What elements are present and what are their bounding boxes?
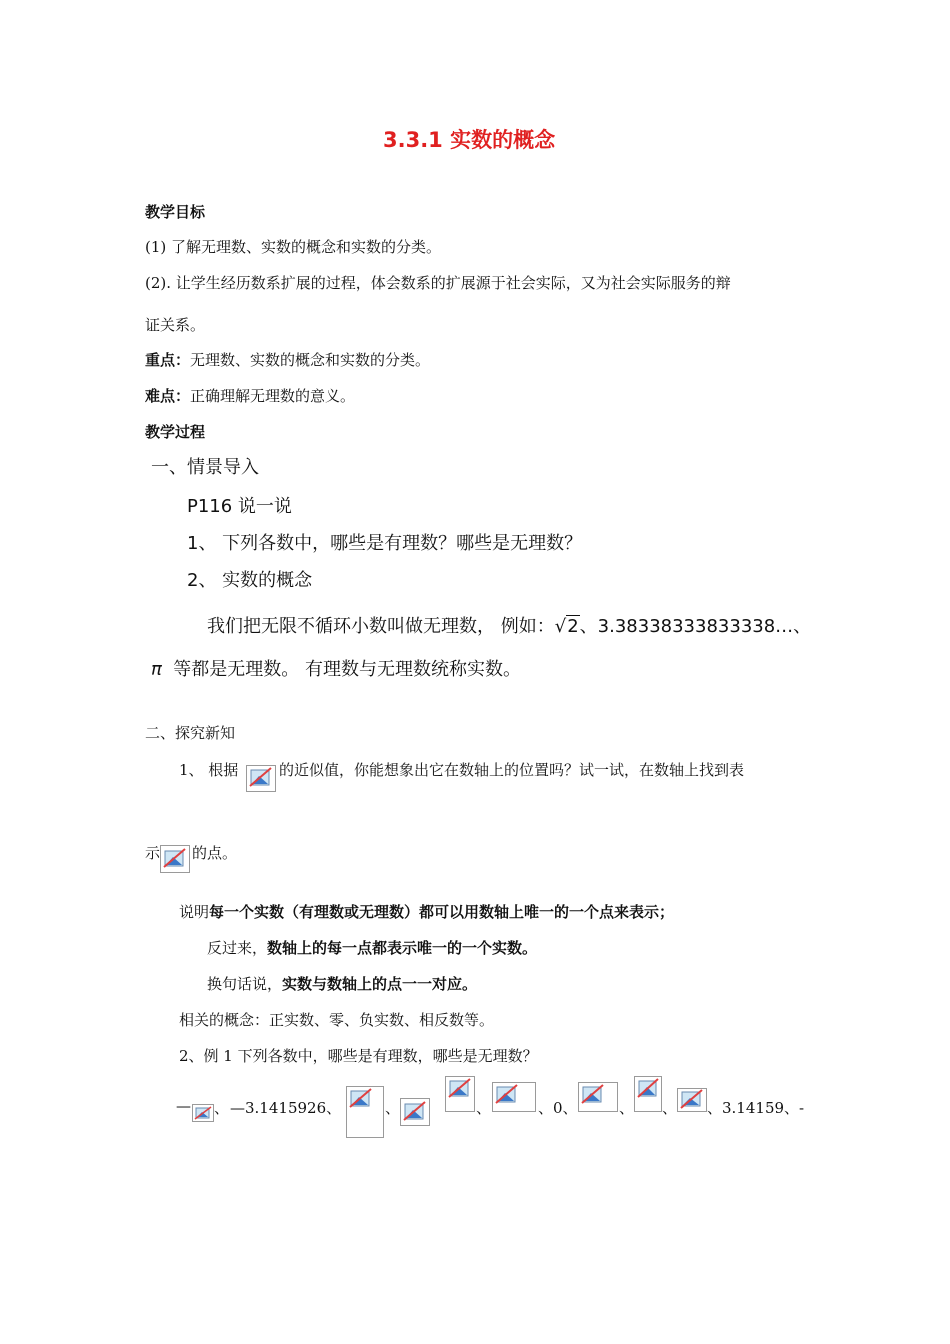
- num-sep-3: 、: [476, 1099, 492, 1117]
- explore-p1-b: 的近似值，你能想象出它在数轴上的位置吗？试一试，在数轴上找到表: [279, 761, 745, 779]
- broken-image-icon: [400, 1098, 430, 1126]
- num-sep-4: 、: [619, 1099, 635, 1117]
- rephrase-lead: 换句话说，: [207, 975, 283, 993]
- broken-image-icon: [192, 1104, 214, 1122]
- num-tail: 、3.14159、-: [707, 1099, 805, 1117]
- p116-heading: P116 说一说: [187, 496, 292, 517]
- pi-symbol: π: [151, 659, 162, 680]
- explanation-lead: 说明: [179, 903, 210, 921]
- num-zero: 、0、: [538, 1099, 578, 1117]
- sqrt-radicand: 2: [567, 616, 579, 637]
- rephrase-bold: 实数与数轴上的点一一对应。: [282, 975, 478, 993]
- example-1: 2、例 1 下列各数中，哪些是有理数，哪些是无理数？: [179, 1047, 538, 1065]
- broken-image-icon: [492, 1082, 536, 1112]
- key-point-text: 无理数、实数的概念和实数的分类。: [190, 351, 431, 369]
- explanation-bold: 每一个实数（有理数或无理数）都可以用数轴上唯一的一个点来表示；: [209, 903, 675, 921]
- difficulty-label: 难点：: [145, 387, 191, 405]
- broken-image-icon: [246, 765, 276, 792]
- key-point: [145, 349, 430, 370]
- irrational-definition-cont: [151, 655, 521, 681]
- explore-heading: 二、探究新知: [145, 724, 236, 742]
- broken-image-icon: [578, 1082, 618, 1112]
- converse-bold: 数轴上的每一点都表示唯一的一个实数。: [267, 939, 538, 957]
- objective-2-line1: (2). 让学生经历数系扩展的过程，体会数系的扩展源于社会实际，又为社会实际服务的辩: [145, 274, 731, 292]
- page-title: 3.3.1 实数的概念: [383, 128, 556, 152]
- converse: [207, 937, 537, 958]
- broken-image-icon: [160, 845, 190, 873]
- objectives-heading: 教学目标: [145, 203, 206, 221]
- sqrt-two: √2: [554, 616, 579, 637]
- key-point-label: 重点：: [145, 351, 191, 369]
- explanation: [179, 901, 674, 922]
- broken-image-icon: [634, 1076, 662, 1112]
- broken-image-icon: [346, 1086, 384, 1138]
- num-sep-1: 、: [214, 1099, 230, 1117]
- explore-p1-d: 的点。: [192, 844, 238, 862]
- num-sep-2: 、: [385, 1099, 401, 1117]
- definition-text-b: 、3.38338333833338…、: [579, 616, 812, 637]
- process-heading: 教学过程: [145, 423, 206, 441]
- num-dash: —: [176, 1097, 191, 1115]
- irrational-definition: [207, 612, 811, 638]
- num-sep-5: 、: [662, 1099, 678, 1117]
- broken-image-icon: [445, 1076, 475, 1112]
- question-2: 2、 实数的概念: [187, 570, 313, 591]
- definition-text-a: 我们把无限不循环小数叫做无理数， 例如：: [207, 616, 555, 637]
- explore-p1-c: 示: [145, 844, 161, 862]
- converse-lead: 反过来，: [207, 939, 268, 957]
- difficulty-text: 正确理解无理数的意义。: [190, 387, 356, 405]
- definition-text-c: 等都是无理数。 有理数与无理数统称实数。: [173, 659, 522, 680]
- objective-1: (1) 了解无理数、实数的概念和实数的分类。: [145, 238, 442, 256]
- explore-p1-a: 1、 根据: [179, 761, 239, 779]
- difficulty-point: [145, 385, 355, 406]
- num-value-1: —3.1415926、: [230, 1099, 342, 1117]
- broken-image-icon: [677, 1088, 707, 1112]
- objective-2-line2: 证关系。: [145, 316, 206, 334]
- section-intro-heading: 一、情景导入: [151, 457, 259, 478]
- rephrase: [207, 973, 477, 994]
- question-1: 1、 下列各数中，哪些是有理数？哪些是无理数？: [187, 533, 583, 554]
- related-concepts: 相关的概念：正实数、零、负实数、相反数等。: [179, 1011, 495, 1029]
